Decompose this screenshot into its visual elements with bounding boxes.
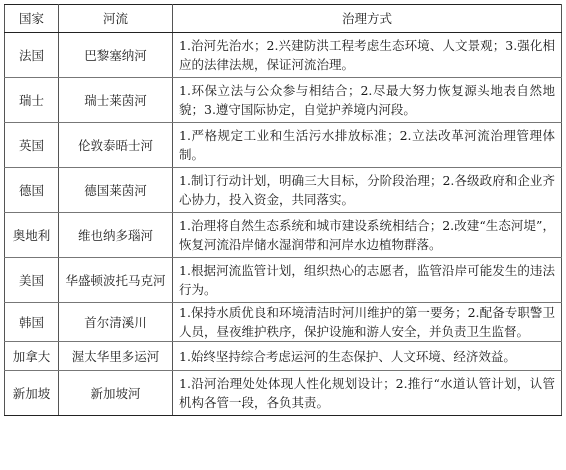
cell-country: 奥地利: [5, 213, 59, 258]
cell-method: 1.保持水质优良和环境清洁时河川维护的第一要务；2.配备专职警卫人员，昼夜维护秩序，保护设施和游人安全，并负责卫生监督。: [173, 303, 562, 342]
cell-country: 德国: [5, 168, 59, 213]
cell-method: 1.治理将自然生态系统和城市建设系统相结合；2.改建“生态河堤”，恢复河流沿岸储水湿润带和河岸水边植物群落。: [173, 213, 562, 258]
cell-country: 美国: [5, 258, 59, 303]
cell-river: 维也纳多瑙河: [59, 213, 173, 258]
cell-river: 德国莱茵河: [59, 168, 173, 213]
cell-method: 1.始终坚持综合考虑运河的生态保护、人文环境、经济效益。: [173, 342, 562, 371]
header-river: 河流: [59, 5, 173, 33]
cell-river: 首尔清溪川: [59, 303, 173, 342]
cell-country: 法国: [5, 33, 59, 78]
table-header: [5, 5, 562, 33]
cell-country: 韩国: [5, 303, 59, 342]
cell-country: 新加坡: [5, 371, 59, 416]
table-row: [5, 213, 562, 258]
table-row: [5, 371, 562, 416]
table-row: [5, 303, 562, 342]
cell-country: 加拿大: [5, 342, 59, 371]
cell-method: 1.制订行动计划，明确三大目标，分阶段治理；2.各级政府和企业齐心协力，投入资金，共同落实。: [173, 168, 562, 213]
cell-method: 1.环保立法与公众参与相结合；2.尽最大努力恢复源头地表自然地貌；3.遵守国际协定，自觉护养境内河段。: [173, 78, 562, 123]
table-row: [5, 342, 562, 371]
header-row: [5, 5, 562, 33]
table-row: [5, 33, 562, 78]
cell-river: 瑞士莱茵河: [59, 78, 173, 123]
cell-method: 1.沿河治理处处体现人性化规划设计；2.推行“水道认管计划，认管机构各管一段，各负其责。: [173, 371, 562, 416]
table-row: [5, 168, 562, 213]
cell-river: 华盛顿波托马克河: [59, 258, 173, 303]
table-row: [5, 123, 562, 168]
cell-river: 渥太华里多运河: [59, 342, 173, 371]
cell-method: 1.治河先治水；2.兴建防洪工程考虑生态环境、人文景观；3.强化相应的法律法规，保证河流治理。: [173, 33, 562, 78]
table-row: [5, 78, 562, 123]
table-row: [5, 258, 562, 303]
cell-method: 1.根据河流监管计划，组织热心的志愿者，监管沿岸可能发生的违法行为。: [173, 258, 562, 303]
cell-method: 1.严格规定工业和生活污水排放标准；2.立法改革河流治理管理体制。: [173, 123, 562, 168]
cell-country: 英国: [5, 123, 59, 168]
cell-river: 伦敦泰晤士河: [59, 123, 173, 168]
cell-country: 瑞士: [5, 78, 59, 123]
table-body: [5, 33, 562, 416]
river-governance-table: [4, 4, 562, 416]
cell-river: 新加坡河: [59, 371, 173, 416]
header-country: 国家: [5, 5, 59, 33]
header-method: 治理方式: [173, 5, 562, 33]
cell-river: 巴黎塞纳河: [59, 33, 173, 78]
